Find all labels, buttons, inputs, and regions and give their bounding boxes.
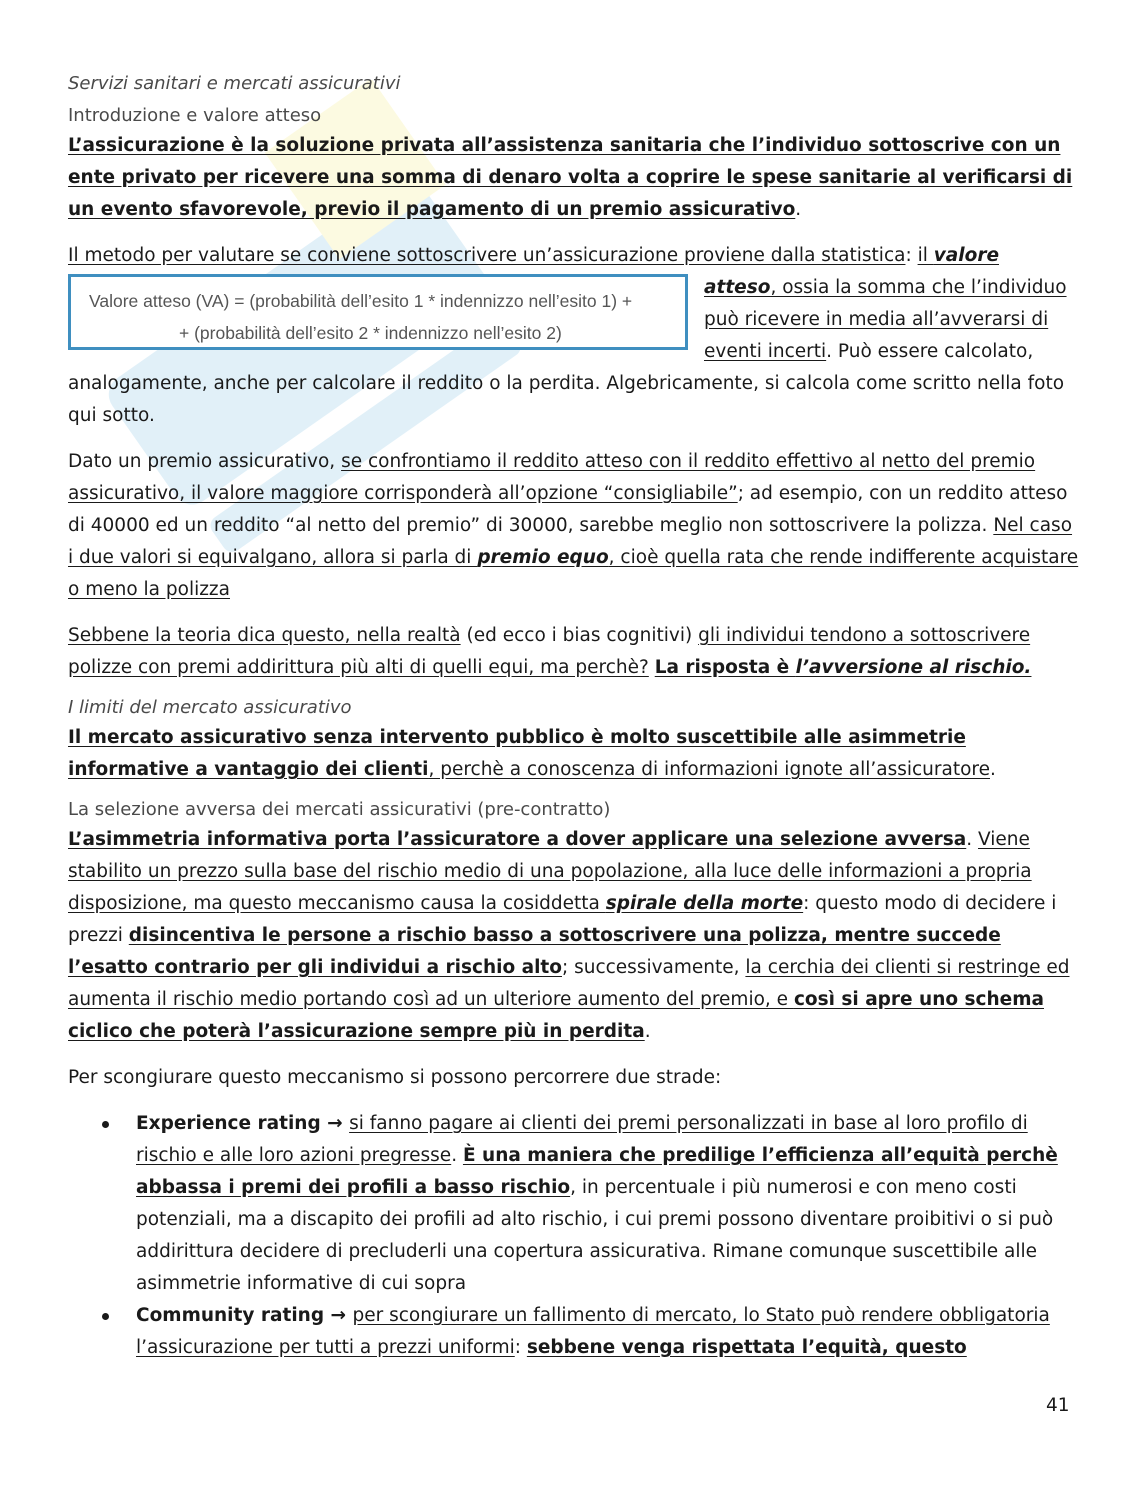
- term-valore-atteso: atteso: [704, 277, 771, 298]
- bullet-icon: [102, 1121, 109, 1128]
- list-item: Community rating → per scongiurare un fallimento di mercato, lo Stato può rendere obbligatoria l’assicurazione per tutti a prezzi uniformi: sebbene venga rispettata l’equità, questo: [68, 1300, 1080, 1364]
- section-heading-limiti: I limiti del mercato assicurativo: [68, 697, 352, 718]
- arrow-right-icon: →: [320, 1113, 350, 1134]
- paragraph-definition: L’assicurazione è la soluzione privata all’assistenza sanitaria che l’individuo sottoscrive con un ente privato per ricevere una somma di denaro volta a coprire le spese sanitarie al verificarsi di un evento sfavorevole, previo il pagamento di un premio assicurativo.: [68, 135, 1073, 220]
- term-spirale-della-morte: spirale della morte: [605, 893, 804, 914]
- formula-line-2: + (probabilità dell’esito 2 * indennizzo nell’esito 2): [179, 323, 562, 343]
- paragraph-intro-list: Per scongiurare questo meccanismo si possono percorrere due strade:: [68, 1067, 722, 1088]
- paragraph-limiti: Il mercato assicurativo senza intervento pubblico è molto suscettibile alle asimmetrie informative a vantaggio dei clienti, perchè a conoscenza di informazioni ignote all’assicuratore.: [68, 727, 996, 780]
- formula-line-1: Valore atteso (VA) = (probabilità dell’esito 1 * indennizzo nell’esito 1) +: [89, 291, 633, 311]
- paragraph-selezione-avversa: L’asimmetria informativa porta l’assicuratore a dover applicare una selezione avversa. Viene stabilito un prezzo sulla base del rischio medio di una popolazione, alla luce delle informazioni a propria disposizione, ma questo meccanismo causa la cosiddetta spirale della morte: questo modo di decidere i prezzi disincentiva le persone a rischio basso a sottoscrivere una polizza, mentre succede l’esatto contrario per gli individui a rischio alto; successivamente, la cerchia dei clienti si restringe ed aumenta il rischio medio portando così ad un ulteriore aumento del premio, e così si apre uno schema ciclico che poterà l’assicurazione sempre più in perdita.: [68, 829, 1070, 1042]
- paragraph-expected-value: Il metodo per valutare se conviene sottoscrivere un’assicurazione proviene dalla statistica: il valore Valore atteso (VA) = (probabilità dell’esito 1 * indennizzo nell’esito 1) + + (probabilità dell’esito 2 * indennizzo nell’esito 2) atteso, ossia la somma che l’individuo può ricevere in media all’avverarsi di eventi incerti. Può essere calcolato, analogamente, anche per calcolare il reddito o la perdita. Algebricamente, si calcola come scritto nella foto qui sotto.: [68, 245, 1067, 426]
- arrow-right-icon: →: [324, 1305, 353, 1326]
- section-heading: Servizi sanitari e mercati assicurativi: [68, 73, 401, 94]
- subsection-heading-selezione: La selezione avversa dei mercati assicurativi (pre-contratto): [68, 799, 611, 820]
- formula-box: [68, 274, 688, 350]
- term-premio-equo: premio equo: [477, 547, 609, 568]
- list-item: Experience rating → si fanno pagare ai clienti dei premi personalizzati in base al loro profilo di rischio e alle loro azioni pregresse. È una maniera che predilige l’efficienza all’equità perchè abbassa i premi dei profili a basso rischio, in percentuale i più numerosi e con meno costi potenziali, ma a discapito dei profili ad alto rischio, i cui premi possono diventare proibitivi o si può addirittura decidere di precluderli una copertura assicurativa. Rimane comunque suscettibile alle asimmetrie informative di cui sopra: [68, 1108, 1080, 1300]
- paragraph-avversione: Sebbene la teoria dica questo, nella realtà (ed ecco i bias cognitivi) gli individui tendono a sottoscrivere polizze con premi addirittura più alti di quelli equi, ma perchè? La risposta è l’avversione al rischio.: [68, 625, 1032, 678]
- document-page: [68, 70, 1080, 1364]
- strategy-list: [68, 1108, 1080, 1364]
- definition-text: L’assicurazione è la soluzione privata all’assistenza sanitaria che l’individuo sottoscrive con un ente privato per ricevere una somma di denaro volta a coprire le spese sanitarie al verificarsi di un evento sfavorevole, previo il pagamento di un premio assicurativo: [68, 135, 1073, 220]
- bullet-icon: [102, 1313, 109, 1320]
- subsection-heading: Introduzione e valore atteso: [68, 105, 322, 126]
- paragraph-premio-equo: Dato un premio assicurativo, se confrontiamo il reddito atteso con il reddito effettivo al netto del premio assicurativo, il valore maggiore corrisponderà all’opzione “consigliabile”; ad esempio, con un reddito atteso di 40000 ed un reddito “al netto del premio” di 30000, sarebbe meglio non sottoscrivere la polizza. Nel caso i due valori si equivalgano, allora si parla di premio equo, cioè quella rata che rende indifferente acquistare o meno la polizza: [68, 451, 1079, 600]
- page-number: 41: [1046, 1395, 1070, 1416]
